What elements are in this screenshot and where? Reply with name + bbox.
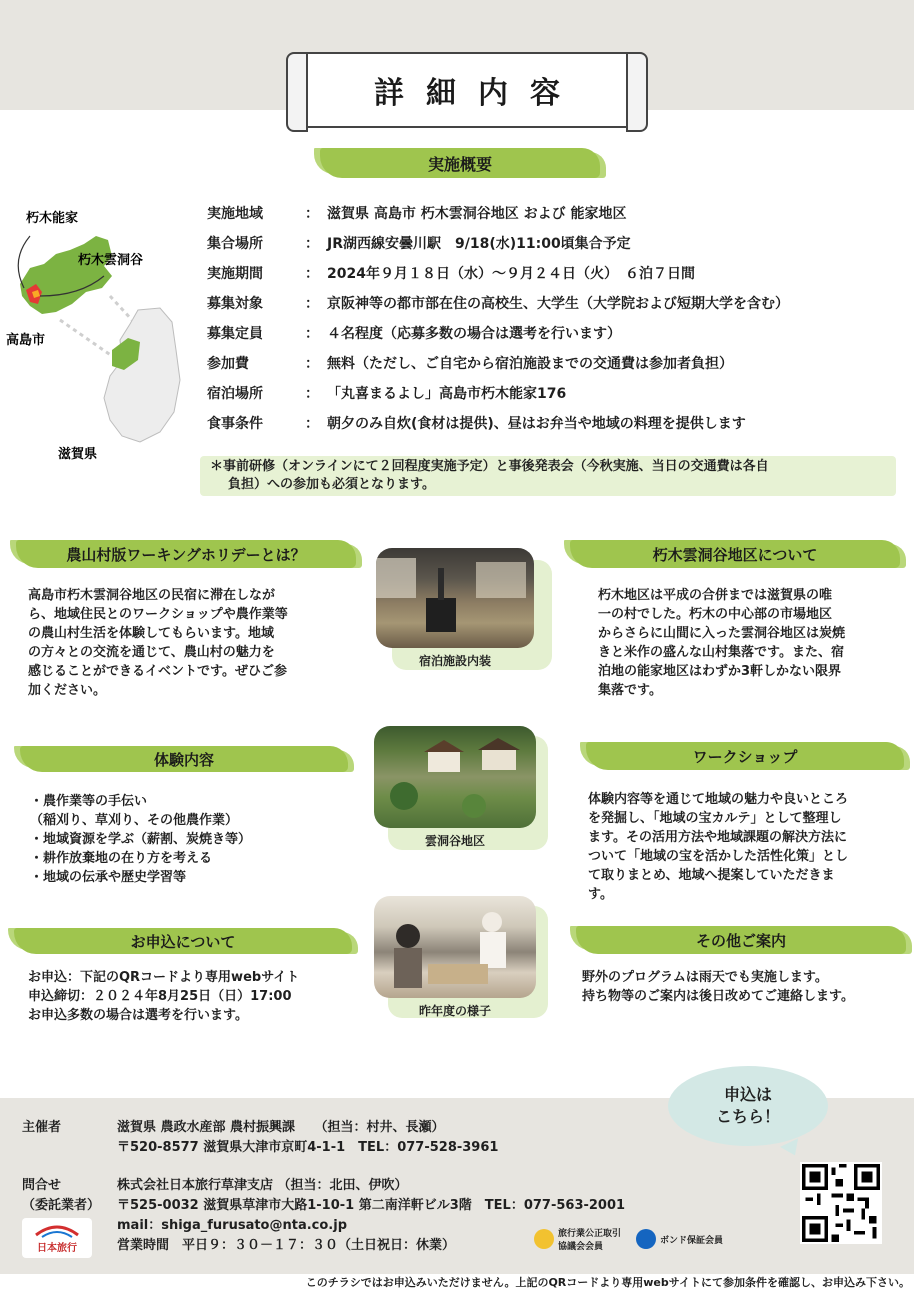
overview-colon: ： <box>305 236 319 252</box>
page-title: 詳細内容 <box>374 76 582 111</box>
organizer-row <box>22 1118 792 1138</box>
area-description <box>598 586 892 700</box>
photo-caption: 雲洞谷地区 <box>424 834 485 848</box>
apply-heading: お申込について <box>14 928 352 954</box>
holiday-description <box>28 586 328 700</box>
text-line: て取りまとめ、地域へ提案していただきま <box>588 868 835 883</box>
overview-value: 無料（ただし、ご自宅から宿泊施設までの交通費は参加者負担） <box>327 356 733 372</box>
fair-trade-badge <box>534 1226 628 1252</box>
text-line: 泊地の能家地区はわずか3軒しかない限界 <box>598 664 842 679</box>
title-banner <box>300 52 634 128</box>
overview-colon: ： <box>305 416 319 432</box>
list-item: ・地域資源を学ぶ（薪割、炭焼き等） <box>30 832 252 847</box>
overview-label: 参加費 <box>207 356 249 372</box>
badge-icon <box>636 1229 656 1249</box>
bubble-line-2: こちら！ <box>715 1107 780 1126</box>
last-year-photo <box>374 896 536 998</box>
experience-list <box>30 792 350 887</box>
overview-value: 「丸喜まるよし」高島市朽木能家176 <box>327 386 567 402</box>
other-heading: その他ご案内 <box>576 926 906 954</box>
badge-icon <box>534 1229 554 1249</box>
note-line-1: ＊事前研修（オンラインにて２回程度実施予定）と事後発表会（今秋実施、当日の交通費は各自 <box>210 459 769 474</box>
text-line: 集落です。 <box>598 683 662 698</box>
overview-value: 2024年９月１８日（水）～９月２４日（火） ６泊７日間 <box>327 266 695 282</box>
map-connector <box>110 296 132 320</box>
list-item: （稲刈り、草刈り、その他農作業） <box>30 813 239 828</box>
overview-row-meals <box>207 408 907 438</box>
text-line: 高島市朽木雲洞谷地区の民宿に滞在しなが <box>28 588 276 603</box>
overview-colon: ： <box>305 356 319 372</box>
text-line: ます。その活用方法や地域課題の解決方法に <box>588 830 847 845</box>
overview-row-area <box>207 198 907 228</box>
text-line: 持ち物等のご案内は後日改めてご連絡します。 <box>582 989 854 1004</box>
text-line: の方々との交流を通じて、農山村の魅力を <box>28 645 275 660</box>
qr-code[interactable] <box>800 1162 882 1244</box>
nta-logo <box>22 1218 92 1258</box>
overview-value: 京阪神等の都市部在住の高校生、大学生（大学院および短期大学を含む） <box>327 296 789 312</box>
swoosh-icon <box>32 1223 82 1239</box>
overview-list <box>207 198 907 438</box>
overview-label: 集合場所 <box>207 236 263 252</box>
photo-caption: 宿泊施設内装 <box>418 654 491 668</box>
note-line-2: 負担）への参加も必須となります。 <box>228 477 435 492</box>
overview-row-meeting <box>207 228 907 258</box>
overview-label: 募集定員 <box>207 326 263 342</box>
text-line: 朽木地区は平成の合併までは滋賀県の唯 <box>598 588 833 603</box>
overview-row-fee <box>207 348 907 378</box>
text-line: からさらに山間に入った雲洞谷地区は炭焼 <box>598 626 846 641</box>
overview-value: 朝夕のみ自炊(食材は提供)、昼はお弁当や地域の料理を提供します <box>327 416 746 432</box>
shiga-prefecture-shape <box>104 308 180 442</box>
text-line: きと米作の盛んな山村集落です。また、宿 <box>598 645 844 660</box>
overview-row-capacity <box>207 318 907 348</box>
text-line: 加ください。 <box>28 683 107 698</box>
overview-colon: ： <box>305 296 319 312</box>
text-line: ら、地域住民とのワークショップや農作業等 <box>28 607 288 622</box>
text-line: の農山村生活を体験してもらいます。地域 <box>28 626 274 641</box>
contact-address-row <box>22 1196 792 1216</box>
lodging-interior-photo <box>376 548 534 648</box>
map-illustration <box>0 200 200 470</box>
text-line: お申込：下記のQRコードより専用webサイト <box>28 970 300 985</box>
contact-row <box>22 1176 792 1196</box>
overview-row-lodging <box>207 378 907 408</box>
workshop-heading: ワークショップ <box>586 742 904 770</box>
map-label-shiga: 滋賀県 <box>58 447 98 462</box>
contact-sublabel: （委託業者） <box>22 1198 101 1213</box>
text-line: 申込締切：２０２４年8月25日（日）17:00 <box>28 989 292 1004</box>
other-description <box>582 968 908 1006</box>
overview-note <box>200 456 896 496</box>
overview-heading: 実施概要 <box>320 148 600 178</box>
text-line: 体験内容等を通じて地域の魅力や良いところ <box>588 792 849 807</box>
organizer-line-2: 〒520-8577 滋賀県大津市京町4-1-1 TEL：077-528-3961 <box>117 1140 499 1155</box>
list-item: ・耕作放棄地の在り方を考える <box>30 851 213 866</box>
bond-badge <box>636 1226 736 1252</box>
stove-icon <box>376 548 534 648</box>
text-line: 野外のプログラムは雨天でも実施します。 <box>582 970 828 985</box>
workshop-description <box>588 790 898 904</box>
map-label-udatani: 朽木雲洞谷 <box>78 253 144 268</box>
overview-label: 募集対象 <box>207 296 263 312</box>
apply-description <box>28 968 358 1025</box>
contact-mail[interactable]: mail：shiga_furusato@nta.co.jp <box>117 1218 348 1233</box>
text-line: お申込多数の場合は選考を行います。 <box>28 1008 248 1023</box>
overview-label: 食事条件 <box>207 416 263 432</box>
contact-label: 問合せ <box>22 1178 62 1193</box>
contact-line-2: 〒525-0032 滋賀県草津市大路1-10-1 第二南洋軒ビル3階 TEL：077-563-2001 <box>117 1198 626 1213</box>
overview-value: 滋賀県 高島市 朽木雲洞谷地区 および 能家地区 <box>327 206 627 222</box>
overview-label: 実施期間 <box>207 266 263 282</box>
experience-heading: 体験内容 <box>20 746 348 772</box>
overview-row-period <box>207 258 907 288</box>
photo-caption: 昨年度の様子 <box>418 1004 491 1018</box>
map-label-noka: 朽木能家 <box>26 211 79 226</box>
text-line: す。 <box>588 887 613 902</box>
bubble-line-1: 申込は <box>723 1085 772 1104</box>
qr-code-icon <box>802 1164 880 1242</box>
overview-value: ４名程度（応募多数の場合は選考を行います） <box>327 326 621 342</box>
nta-logo-text: 日本旅行 <box>37 1243 77 1254</box>
overview-colon: ： <box>305 386 319 402</box>
organizer-address-row <box>22 1138 792 1158</box>
overview-colon: ： <box>305 326 319 342</box>
text-line: ついて「地域の宝を活かした活性化策」とし <box>588 849 849 864</box>
map-label-takashima: 高島市 <box>6 333 46 348</box>
overview-row-target <box>207 288 907 318</box>
contact-line-1: 株式会社日本旅行草津支店 （担当：北田、伊吹） <box>117 1178 408 1193</box>
text-line: 感じることができるイベントです。ぜひご参 <box>28 664 287 679</box>
list-item: ・農作業等の手伝い <box>30 794 148 809</box>
badge-text: ボンド保証会員 <box>660 1235 724 1246</box>
house-icon <box>374 726 536 828</box>
badge-text: 旅行業公正取引協議会会員 <box>558 1229 622 1252</box>
area-heading: 朽木雲洞谷地区について <box>570 540 900 568</box>
people-icon <box>374 896 536 998</box>
text-line: 一の村でした。朽木の中心部の市場地区 <box>598 607 833 622</box>
bottom-note: このチラシではお申込みいただけません。上記のQRコードより専用webサイトにて参加条件を確認し、お申込み下さい。 <box>305 1276 910 1289</box>
organizer-label: 主催者 <box>22 1120 62 1135</box>
village-photo <box>374 726 536 828</box>
map-connector <box>60 320 112 356</box>
contact-hours: 営業時間 平日９：３０－１７：３０（土日祝日：休業） <box>117 1238 456 1253</box>
overview-label: 宿泊場所 <box>207 386 263 402</box>
holiday-heading: 農山村版ワーキングホリデーとは？ <box>16 540 356 568</box>
overview-colon: ： <box>305 206 319 222</box>
overview-value: JR湖西線安曇川駅 9/18(水)11:00頃集合予定 <box>327 236 631 252</box>
text-line: を発掘し、「地域の宝カルテ」として整理し <box>588 811 842 826</box>
overview-label: 実施地域 <box>207 206 263 222</box>
overview-colon: ： <box>305 266 319 282</box>
list-item: ・地域の伝承や歴史学習等 <box>30 870 187 885</box>
organizer-line-1: 滋賀県 農政水産部 農村振興課 （担当：村井、長瀬） <box>117 1120 445 1135</box>
